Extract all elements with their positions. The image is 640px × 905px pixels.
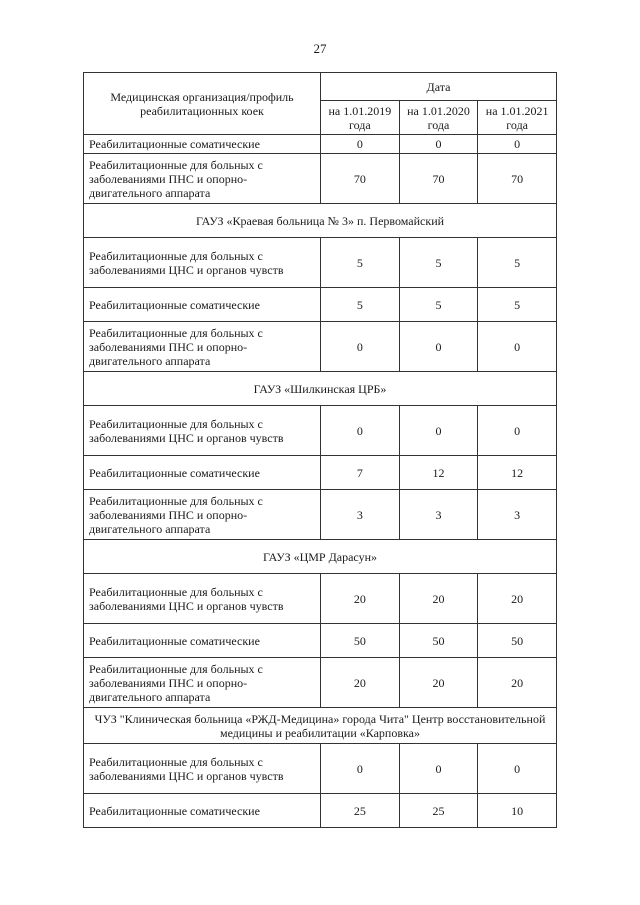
table-body — [84, 135, 557, 828]
beds-2020: 25 — [399, 794, 478, 828]
beds-2019: 0 — [321, 322, 400, 372]
profile-name: Реабилитационные для больных с заболеваниями ЦНС и органов чувств — [84, 574, 321, 624]
beds-2020: 0 — [399, 744, 478, 794]
profile-name: Реабилитационные для больных с заболеваниями ЦНС и органов чувств — [84, 238, 321, 288]
beds-2020: 20 — [399, 658, 478, 708]
beds-2021: 0 — [478, 744, 557, 794]
profile-name: Реабилитационные для больных с заболеваниями ПНС и опорно-двигательного аппарата — [84, 322, 321, 372]
header-date: Дата — [321, 73, 557, 101]
beds-2020: 12 — [399, 456, 478, 490]
beds-2021: 50 — [478, 624, 557, 658]
table-header — [84, 73, 557, 135]
beds-2021: 20 — [478, 574, 557, 624]
beds-2019: 5 — [321, 238, 400, 288]
profile-name: Реабилитационные для больных с заболеваниями ПНС и опорно-двигательного аппарата — [84, 154, 321, 204]
beds-2021: 12 — [478, 456, 557, 490]
beds-2020: 20 — [399, 574, 478, 624]
beds-2020: 5 — [399, 288, 478, 322]
table-row — [84, 154, 557, 204]
section-row — [84, 204, 557, 238]
section-row — [84, 708, 557, 744]
section-title: ЧУЗ "Клиническая больница «РЖД-Медицина» города Чита" Центр восстановительной медицины и реабилитации «Карповка» — [84, 708, 557, 744]
beds-2019: 50 — [321, 624, 400, 658]
beds-2019: 25 — [321, 794, 400, 828]
profile-name: Реабилитационные соматические — [84, 288, 321, 322]
beds-2019: 70 — [321, 154, 400, 204]
table-row — [84, 794, 557, 828]
section-title: ГАУЗ «Краевая больница № 3» п. Первомайский — [84, 204, 557, 238]
table-row — [84, 406, 557, 456]
beds-2020: 5 — [399, 238, 478, 288]
beds-2020: 0 — [399, 406, 478, 456]
beds-2021: 0 — [478, 135, 557, 154]
profile-name: Реабилитационные соматические — [84, 794, 321, 828]
header-date-2021: на 1.01.2021 года — [478, 101, 557, 135]
beds-2019: 3 — [321, 490, 400, 540]
section-row — [84, 372, 557, 406]
profile-name: Реабилитационные для больных с заболеваниями ПНС и опорно-двигательного аппарата — [84, 490, 321, 540]
table-row — [84, 658, 557, 708]
table-row — [84, 288, 557, 322]
section-title: ГАУЗ «ЦМР Дарасун» — [84, 540, 557, 574]
table-row — [84, 135, 557, 154]
beds-2021: 5 — [478, 238, 557, 288]
beds-2020: 70 — [399, 154, 478, 204]
header-row — [84, 73, 557, 101]
table-row — [84, 238, 557, 288]
table-row — [84, 490, 557, 540]
profile-name: Реабилитационные для больных с заболеваниями ПНС и опорно-двигательного аппарата — [84, 658, 321, 708]
beds-2021: 0 — [478, 322, 557, 372]
beds-2019: 20 — [321, 574, 400, 624]
beds-2021: 70 — [478, 154, 557, 204]
header-org-profile: Медицинская организация/профиль реабилитационных коек — [84, 73, 321, 135]
header-date-2019: на 1.01.2019 года — [321, 101, 400, 135]
beds-2019: 0 — [321, 744, 400, 794]
beds-2020: 0 — [399, 135, 478, 154]
beds-2021: 5 — [478, 288, 557, 322]
beds-2019: 5 — [321, 288, 400, 322]
beds-2019: 0 — [321, 406, 400, 456]
beds-2019: 0 — [321, 135, 400, 154]
beds-2021: 20 — [478, 658, 557, 708]
table-row — [84, 456, 557, 490]
profile-name: Реабилитационные для больных с заболеваниями ЦНС и органов чувств — [84, 744, 321, 794]
section-row — [84, 540, 557, 574]
profile-name: Реабилитационные для больных с заболеваниями ЦНС и органов чувств — [84, 406, 321, 456]
beds-2019: 7 — [321, 456, 400, 490]
table-row — [84, 574, 557, 624]
beds-2020: 50 — [399, 624, 478, 658]
table-row — [84, 744, 557, 794]
table-row — [84, 624, 557, 658]
beds-2021: 3 — [478, 490, 557, 540]
beds-table — [83, 72, 557, 828]
beds-2021: 10 — [478, 794, 557, 828]
section-title: ГАУЗ «Шилкинская ЦРБ» — [84, 372, 557, 406]
beds-2019: 20 — [321, 658, 400, 708]
profile-name: Реабилитационные соматические — [84, 456, 321, 490]
profile-name: Реабилитационные соматические — [84, 624, 321, 658]
profile-name: Реабилитационные соматические — [84, 135, 321, 154]
table-row — [84, 322, 557, 372]
beds-2020: 0 — [399, 322, 478, 372]
page-number: 27 — [313, 41, 327, 56]
beds-2021: 0 — [478, 406, 557, 456]
beds-2020: 3 — [399, 490, 478, 540]
header-date-2020: на 1.01.2020 года — [399, 101, 478, 135]
